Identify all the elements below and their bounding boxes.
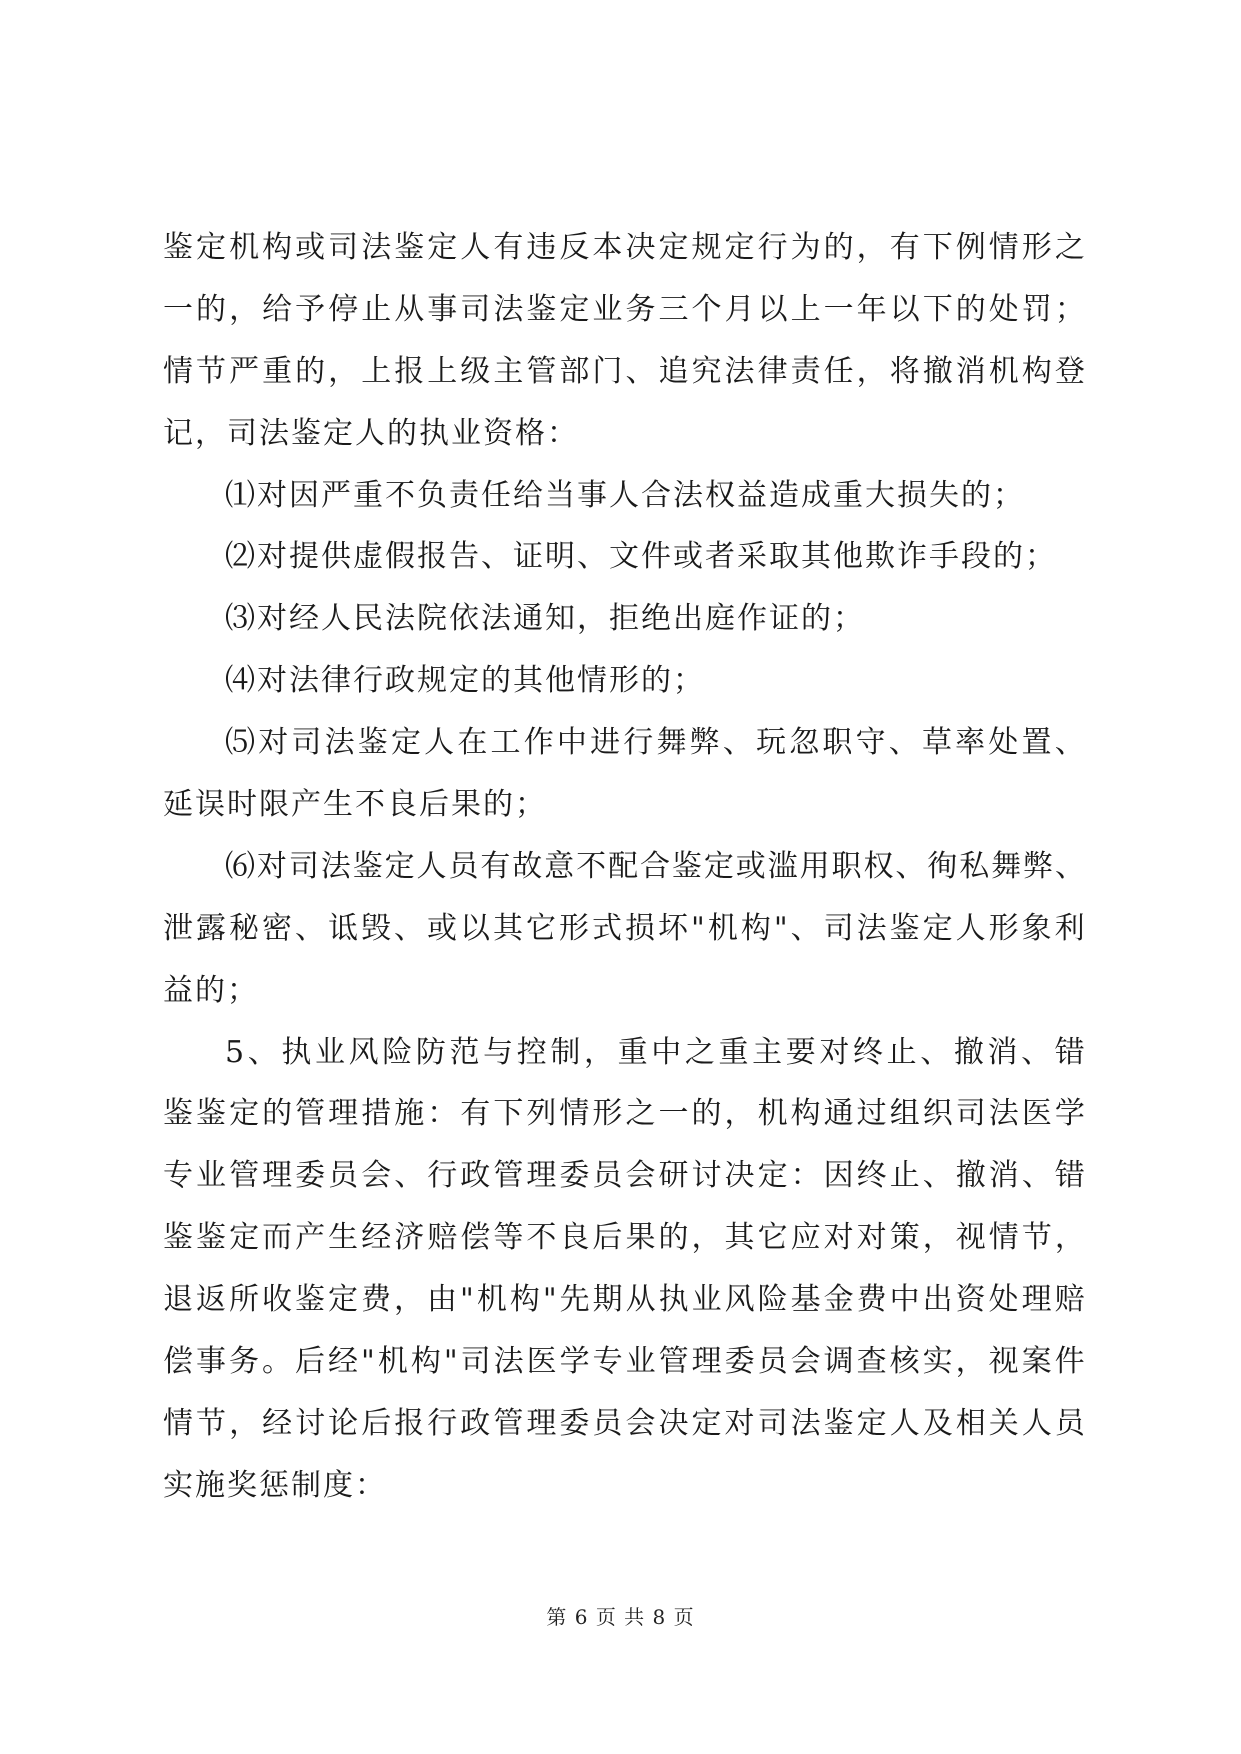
text-line: 鉴 鉴 定 的 管 理 措 施 ： 有 下 列 情 形 之 一 的 ， 机 构 通 过 组 织 司 法 医 学 [163,1096,1085,1132]
text-line: 益的； [163,972,259,1008]
text-line: 延误时限产生不良后果的； [163,787,547,823]
text-line: 泄 露 秘 密 、 诋 毁 、 或 以 其 它 形 式 损 坏 " 机 构 " 、 司 法 鉴 定 人 形 象 利 [163,910,1085,946]
text-line: ⑶对经人民法院依法通知，拒绝出庭作证的； [225,601,865,637]
text-line: ⑴对因严重不负责任给当事人合法权益造成重大损失的； [225,477,1025,513]
text-line: 5 、 执 业 风 险 防 范 与 控 制 ， 重 中 之 重 主 要 对 终 止 、 撤 消 、 错 [225,1034,1085,1070]
text-line: 退 返 所 收 鉴 定 费 ， 由 " 机 构 " 先 期 从 执 业 风 险 基 金 费 中 出 资 处 理 赔 [163,1282,1085,1318]
text-line: ⑵对提供虚假报告、证明、文件或者采取其他欺诈手段的； [225,539,1057,575]
text-line: ⑹ 对 司 法 鉴 定 人 员 有 故 意 不 配 合 鉴 定 或 滥 用 职 权 、 徇 私 舞 弊 、 [225,848,1085,884]
text-line: 记，司法鉴定人的执业资格： [163,415,579,451]
text-line: ⑸ 对 司 法 鉴 定 人 在 工 作 中 进 行 舞 弊 、 玩 忽 职 守 、 草 率 处 置 、 [225,725,1085,761]
text-line: 鉴 定 机 构 或 司 法 鉴 定 人 有 违 反 本 决 定 规 定 行 为 的 ， 有 下 例 情 形 之 [163,230,1085,265]
text-line: 情 节 ， 经 讨 论 后 报 行 政 管 理 委 员 会 决 定 对 司 法 鉴 定 人 及 相 关 人 员 [163,1405,1085,1441]
text-line: 实施奖惩制度： [163,1467,387,1503]
page-footer: 第 6 页 共 8 页 [546,1605,695,1629]
text-line: 一 的 ， 给 予 停 止 从 事 司 法 鉴 定 业 务 三 个 月 以 上 一 年 以 下 的 处 罚 ； [163,291,1085,327]
body-text [163,228,1085,1528]
text-line: ⑷对法律行政规定的其他情形的； [225,663,705,699]
text-line: 情 节 严 重 的 ， 上 报 上 级 主 管 部 门 、 追 究 法 律 责 任 ， 将 撤 消 机 构 登 [163,353,1085,389]
text-line: 鉴 鉴 定 而 产 生 经 济 赔 偿 等 不 良 后 果 的 ， 其 它 应 对 对 策 ， 视 情 节 ， [163,1220,1085,1256]
text-line: 专 业 管 理 委 员 会 、 行 政 管 理 委 员 会 研 讨 决 定 ： 因 终 止 、 撤 消 、 错 [163,1158,1085,1194]
text-line: 偿 事 务 。 后 经 " 机 构 " 司 法 医 学 专 业 管 理 委 员 会 调 查 核 实 ， 视 案 件 [163,1344,1085,1380]
